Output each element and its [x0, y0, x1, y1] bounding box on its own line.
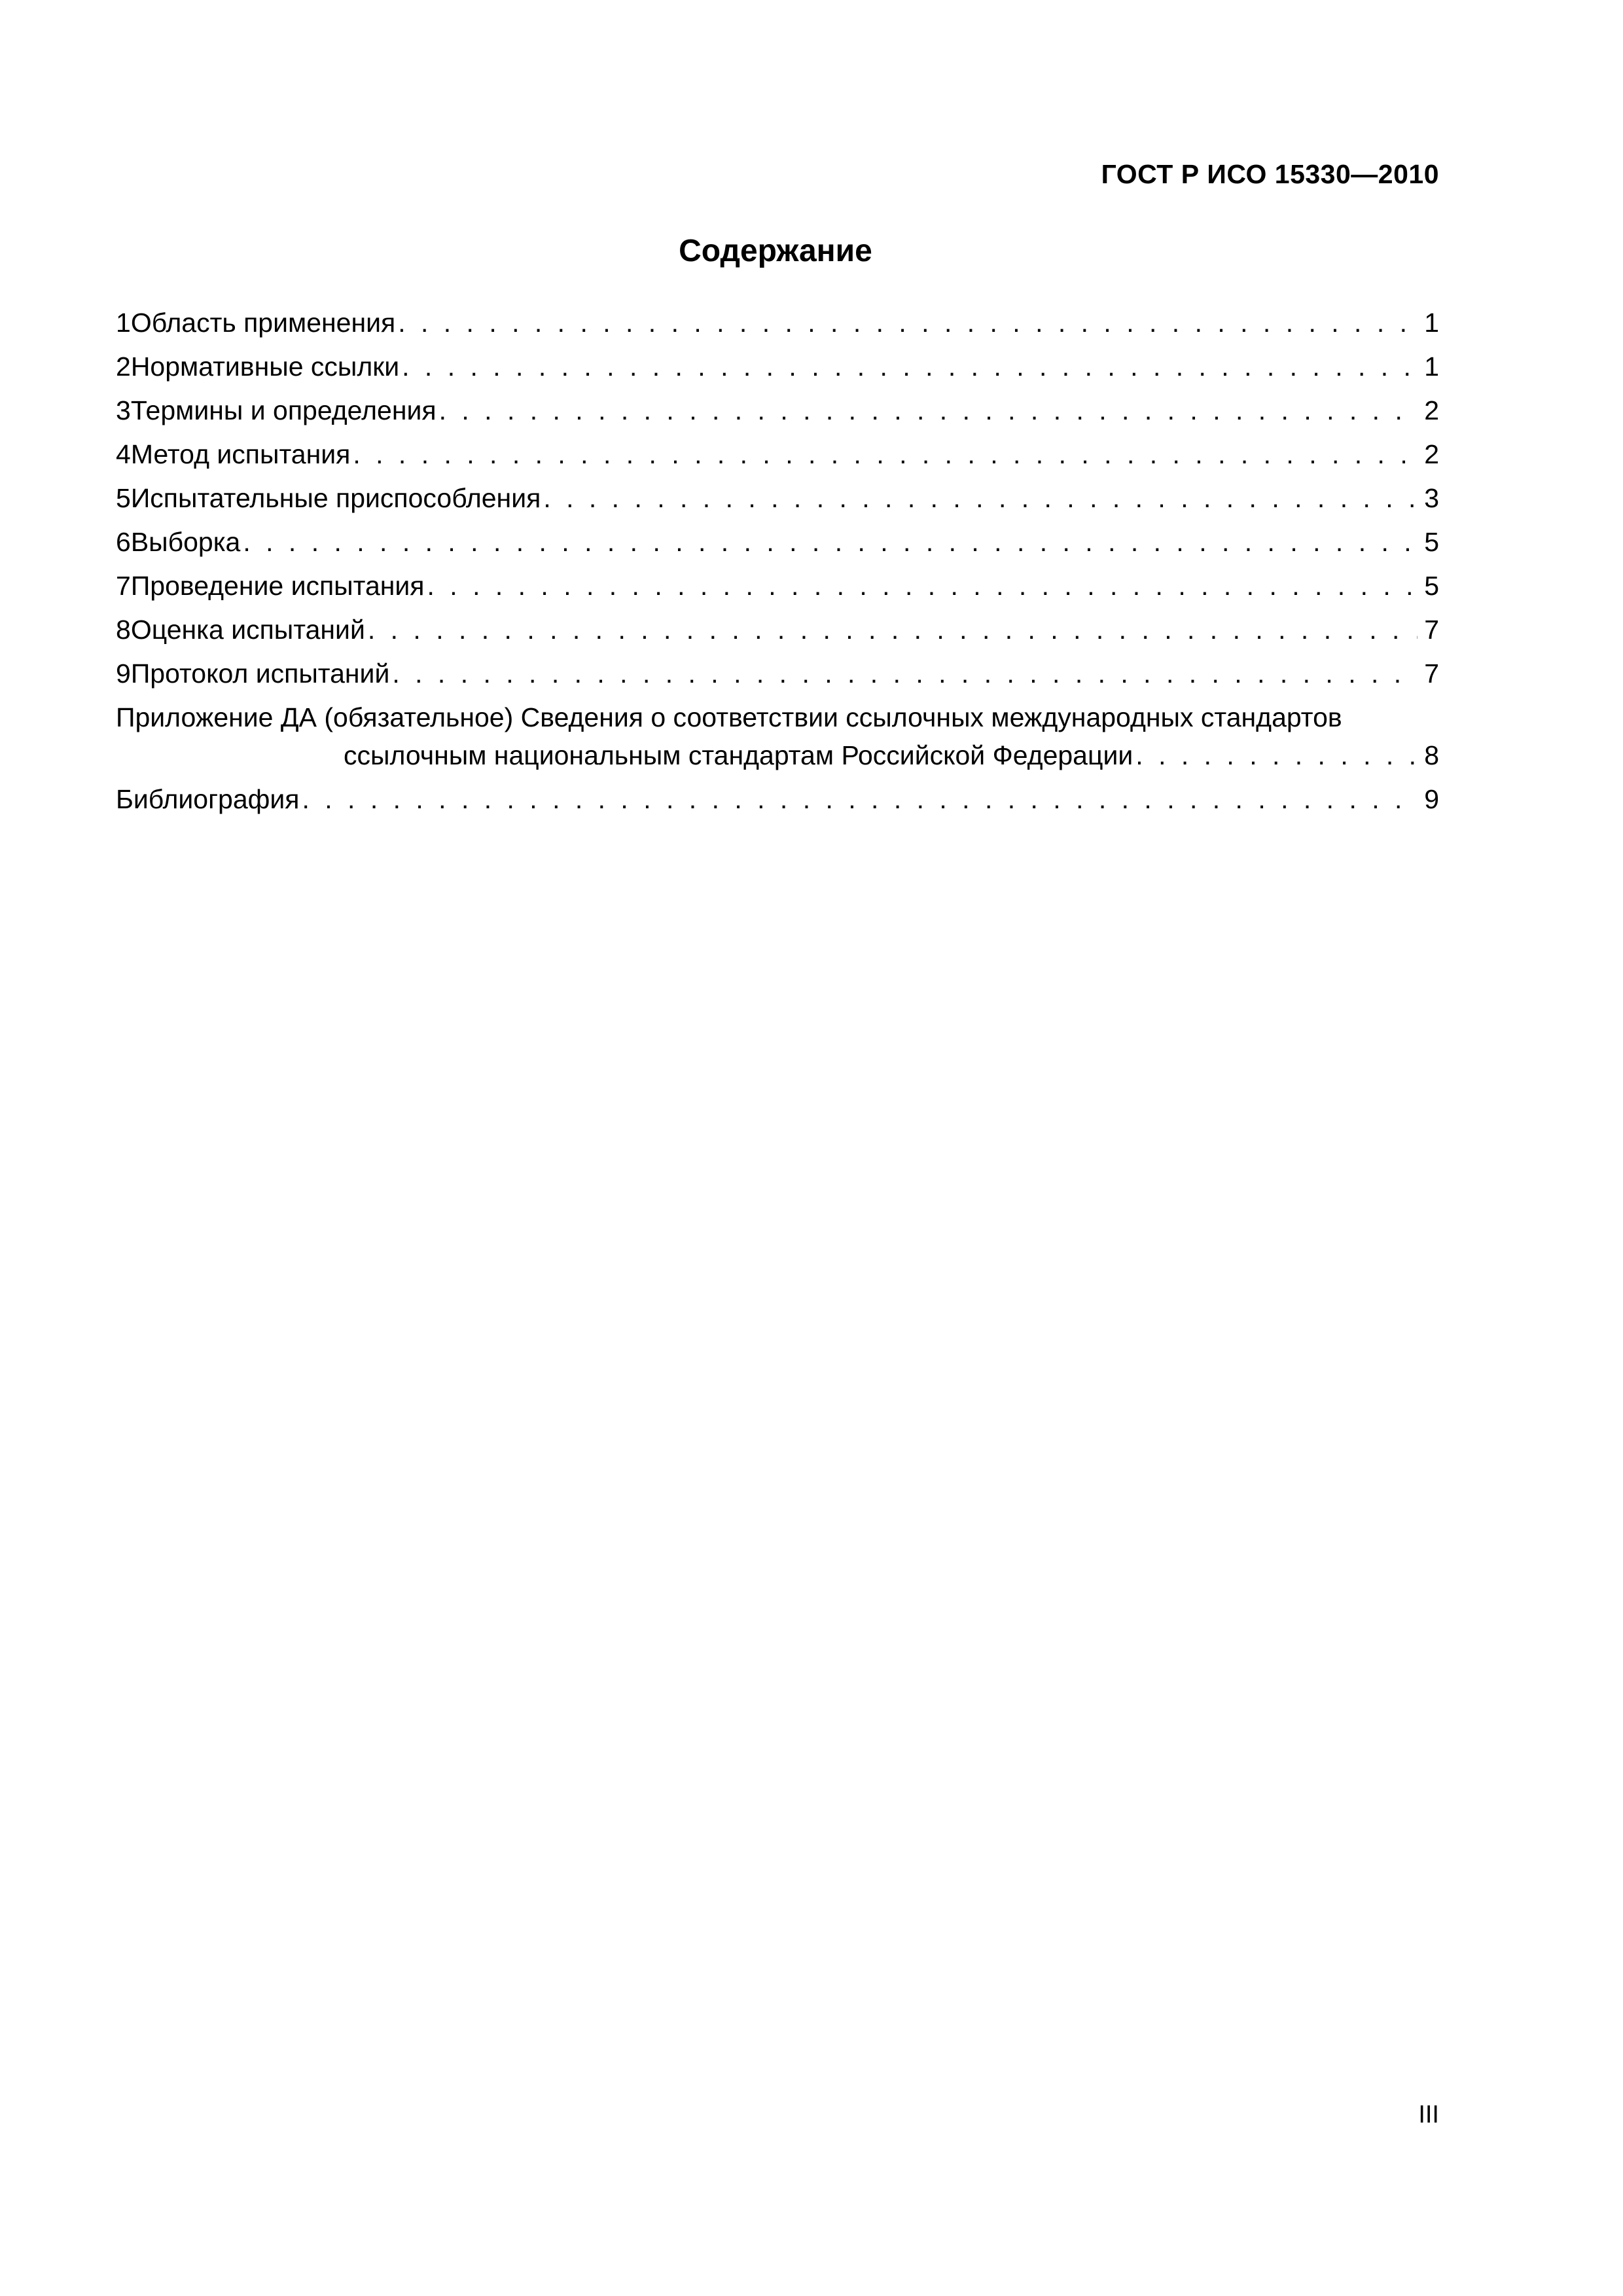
toc-item-label: Выборка: [130, 527, 241, 557]
document-code: ГОСТ Р ИСО 15330—2010: [1101, 159, 1439, 189]
toc-item[interactable]: [116, 652, 1439, 696]
toc-item-page: 7: [1424, 615, 1439, 645]
toc-item-label: Протокол испытаний: [130, 658, 390, 689]
toc-item-label: Область применения: [130, 308, 396, 338]
toc-bibliography[interactable]: [116, 778, 1439, 821]
toc-title: Содержание: [679, 234, 872, 268]
toc-item-number: 1: [116, 308, 131, 338]
toc-item[interactable]: [116, 433, 1439, 476]
toc-annex-line1: Приложение ДА (обязательное) Сведения о соответствии ссылочных международных стандартов: [116, 702, 1342, 732]
toc-bibliography-page: 9: [1424, 784, 1439, 814]
toc-dot-leader: [299, 778, 1418, 821]
toc-dot-leader: [365, 608, 1418, 652]
table-of-contents: [116, 301, 1439, 821]
toc-item-label: Проведение испытания: [130, 571, 425, 601]
toc-item-number: 3: [116, 395, 131, 425]
toc-dot-leader: [350, 433, 1418, 476]
toc-bibliography-label: Библиография: [116, 784, 300, 814]
toc-item-label: Испытательные приспособления: [130, 483, 541, 513]
page-number: III: [1418, 2101, 1439, 2128]
toc-item[interactable]: [116, 476, 1439, 520]
toc-item-page: 7: [1424, 658, 1439, 689]
toc-item[interactable]: [116, 564, 1439, 608]
toc-dot-leader: [425, 564, 1418, 608]
toc-item-number: 5: [116, 483, 131, 513]
toc-item[interactable]: [116, 608, 1439, 652]
toc-dot-leader: [399, 345, 1418, 389]
toc-dot-leader: [389, 652, 1418, 696]
toc-item-number: 8: [116, 615, 131, 645]
toc-item-page: 5: [1424, 571, 1439, 601]
toc-item-number: 6: [116, 527, 131, 557]
toc-item-page: 3: [1424, 483, 1439, 513]
toc-item-label: Оценка испытаний: [130, 615, 365, 645]
toc-item-label: Термины и определения: [130, 395, 437, 425]
toc-item-number: 4: [116, 439, 131, 469]
toc-item[interactable]: [116, 301, 1439, 345]
toc-item[interactable]: [116, 520, 1439, 564]
toc-annex-line2: ссылочным национальным стандартам Российской Федерации: [344, 740, 1133, 770]
toc-item-page: 5: [1424, 527, 1439, 557]
toc-dot-leader: [437, 389, 1418, 433]
toc-item-label: Нормативные ссылки: [130, 351, 400, 382]
toc-dot-leader: [541, 476, 1418, 520]
toc-item-label: Метод испытания: [130, 439, 351, 469]
toc-item-page: 2: [1424, 439, 1439, 469]
toc-item-number: 9: [116, 658, 131, 689]
toc-dot-leader: [240, 520, 1418, 564]
toc-item-page: 1: [1424, 351, 1439, 382]
toc-annex-page: 8: [1424, 740, 1439, 770]
toc-annex-title[interactable]: [116, 696, 1439, 734]
toc-item-number: 2: [116, 351, 131, 382]
toc-item-number: 7: [116, 571, 131, 601]
toc-item-page: 2: [1424, 395, 1439, 425]
toc-dot-leader: [395, 301, 1418, 345]
toc-item[interactable]: [116, 345, 1439, 389]
toc-dot-leader: [1133, 734, 1418, 778]
toc-item[interactable]: [116, 389, 1439, 433]
toc-item-page: 1: [1424, 308, 1439, 338]
toc-annex-item[interactable]: [116, 734, 1439, 778]
